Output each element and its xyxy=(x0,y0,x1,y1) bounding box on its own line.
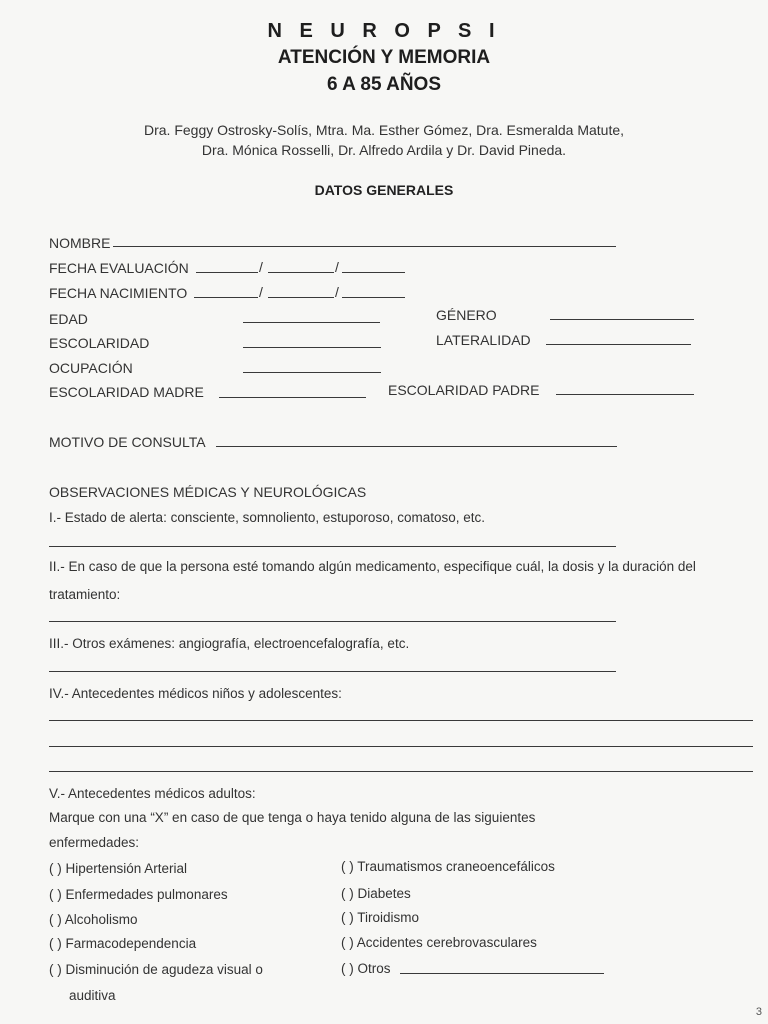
test-subtitle: ATENCIÓN Y MEMORIA xyxy=(277,47,491,68)
nombre-label: NOMBRE xyxy=(49,235,111,251)
checkbox-accidentes-cerebrovasculares[interactable]: ( ) Accidentes cerebrovasculares xyxy=(341,935,537,950)
observation-item-4-field-3[interactable] xyxy=(49,771,753,772)
page-number: 3 xyxy=(755,1006,762,1018)
fecha-nacimiento-month-field[interactable] xyxy=(268,297,334,298)
observation-item-1-field[interactable] xyxy=(49,546,616,547)
genero-field[interactable] xyxy=(550,319,694,320)
fecha-evaluacion-day-field[interactable] xyxy=(196,272,258,273)
motivo-consulta-field[interactable] xyxy=(216,446,617,447)
checkbox-hipertension[interactable]: ( ) Hipertensión Arterial xyxy=(49,861,188,876)
escolaridad-madre-field[interactable] xyxy=(219,397,366,398)
observation-item-3-field[interactable] xyxy=(49,671,616,672)
date-separator: / xyxy=(259,284,263,300)
genero-label: GÉNERO xyxy=(436,307,497,323)
fecha-evaluacion-label: FECHA EVALUACIÓN xyxy=(49,260,189,276)
checkbox-agudeza-visual-continuation: auditiva xyxy=(69,988,116,1003)
fecha-nacimiento-label: FECHA NACIMIENTO xyxy=(49,285,188,301)
observation-item-2-field[interactable] xyxy=(49,621,616,622)
observation-item-3: III.- Otros exámenes: angiografía, electroencefalografía, etc. xyxy=(49,636,410,651)
checkbox-tiroidismo[interactable]: ( ) Tiroidismo xyxy=(341,910,420,925)
ocupacion-label: OCUPACIÓN xyxy=(49,360,133,376)
escolaridad-field[interactable] xyxy=(243,347,381,348)
date-separator: / xyxy=(259,259,263,275)
authors-line-1: Dra. Feggy Ostrosky-Solís, Mtra. Ma. Esther Gómez, Dra. Esmeralda Matute, xyxy=(143,122,625,138)
motivo-consulta-label: MOTIVO DE CONSULTA xyxy=(49,434,206,450)
escolaridad-padre-label: ESCOLARIDAD PADRE xyxy=(388,382,540,398)
observation-item-4-field-2[interactable] xyxy=(49,746,753,747)
ocupacion-field[interactable] xyxy=(243,372,381,373)
authors-line-2: Dra. Mónica Rosselli, Dr. Alfredo Ardila y Dr. David Pineda. xyxy=(201,142,567,158)
fecha-evaluacion-year-field[interactable] xyxy=(342,272,405,273)
checkbox-enfermedades-pulmonares[interactable]: ( ) Enfermedades pulmonares xyxy=(49,887,228,902)
edad-label: EDAD xyxy=(49,311,88,327)
test-title: N E U R O P S I xyxy=(267,20,501,42)
observation-item-2-line-1: II.- En caso de que la persona esté tomando algún medicamento, especifique cuál, la dosis y la duración del xyxy=(49,559,696,574)
checkbox-agudeza-visual[interactable]: ( ) Disminución de agudeza visual o xyxy=(49,962,263,977)
observation-item-2-line-2: tratamiento: xyxy=(49,587,121,602)
observation-item-4-field-1[interactable] xyxy=(49,720,753,721)
escolaridad-label: ESCOLARIDAD xyxy=(49,335,150,351)
checkbox-diabetes[interactable]: ( ) Diabetes xyxy=(341,886,411,901)
date-separator: / xyxy=(335,284,339,300)
observation-item-5-instruction-1: Marque con una “X” en caso de que tenga o haya tenido alguna de las siguientes xyxy=(49,810,536,825)
checkbox-otros[interactable]: ( ) Otros xyxy=(341,961,391,976)
lateralidad-field[interactable] xyxy=(546,344,691,345)
escolaridad-padre-field[interactable] xyxy=(556,394,694,395)
otros-field[interactable] xyxy=(400,973,604,974)
observation-item-5-instruction-2: enfermedades: xyxy=(49,835,140,850)
nombre-field[interactable] xyxy=(113,246,616,247)
observation-item-1: I.- Estado de alerta: consciente, somnoliento, estuporoso, comatoso, etc. xyxy=(49,510,485,525)
age-range: 6 A 85 AÑOS xyxy=(326,74,442,95)
fecha-evaluacion-month-field[interactable] xyxy=(268,272,334,273)
date-separator: / xyxy=(335,259,339,275)
observations-title: OBSERVACIONES MÉDICAS Y NEUROLÓGICAS xyxy=(49,484,367,500)
section-title-general-data: DATOS GENERALES xyxy=(314,182,454,198)
fecha-nacimiento-year-field[interactable] xyxy=(342,297,405,298)
observation-item-4: IV.- Antecedentes médicos niños y adolescentes: xyxy=(49,686,342,701)
checkbox-traumatismos[interactable]: ( ) Traumatismos craneoencefálicos xyxy=(341,859,555,874)
checkbox-farmacodependencia[interactable]: ( ) Farmacodependencia xyxy=(49,936,197,951)
escolaridad-madre-label: ESCOLARIDAD MADRE xyxy=(49,384,204,400)
fecha-nacimiento-day-field[interactable] xyxy=(194,297,258,298)
lateralidad-label: LATERALIDAD xyxy=(436,332,531,348)
edad-field[interactable] xyxy=(243,322,380,323)
observation-item-5-title: V.- Antecedentes médicos adultos: xyxy=(49,786,256,801)
checkbox-alcoholismo[interactable]: ( ) Alcoholismo xyxy=(49,912,138,927)
